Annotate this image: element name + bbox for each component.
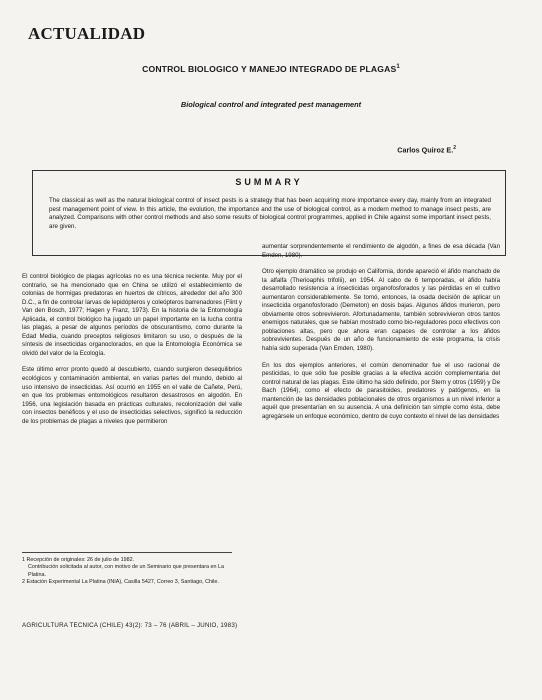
summary-text: The classical as well as the natural biological control of insect pests is a strategy that has been acquiring more importance every day, mainly from an integrated pest management point of view. In this article, the evolution, the importance and the use of biological control, as a modern method to manage insect pests, are analyzed. Comparisons with other control methods and also some results of biological control programmes, applied in Chile against some important insect pests, are given. (49, 197, 491, 230)
journal-citation: AGRICULTURA TECNICA (CHILE) 43(2): 73 – 76 (ABRIL – JUNIO, 1983) (22, 622, 238, 629)
footnotes (22, 552, 232, 587)
article-subtitle: Biological control and integrated pest management (180, 100, 362, 109)
article-title (0, 64, 542, 74)
author-footnote-marker: 2 (453, 145, 456, 151)
article-title-text: CONTROL BIOLOGICO Y MANEJO INTEGRADO DE PLAGAS (142, 64, 397, 74)
title-footnote-marker: 1 (396, 64, 400, 71)
section-heading: ACTUALIDAD (28, 24, 146, 43)
author-name: Carlos Quiroz E. (397, 145, 454, 155)
left-column (22, 273, 242, 426)
right-paragraph-2: Otro ejemplo dramático se produjo en California, donde apareció el áfido manchado de la alfalfa (Therioaphis trifolii), en 1954. Al cabo de 6 temporadas, el áfido había desarrollado resistencia a insecticidas organofosforados y las pérdidas en el cultivo aumentaron considerablemente. Se tomó, entonces, la osada decisión de aplicar un insecticida organofosforado (Demeton) en dosis bajas. Algunos áfidos murieron, pero obviamente otros sobrevivieron. Afortunadamente, también sobrevivieron otros tantos enemigos naturales, que se habían mostrado como bio-reguladores poco efectivos con poblaciones altas, pero que ahora eran capaces de controlar a los áfidos sobrevivientes. Después de un año de funcionamiento de este programa, la crisis había sido superada (Van Emden, 1980). (262, 268, 500, 353)
footnote-2: 2 Estación Experimental La Platina (INIA), Casilla 5427, Correo 3, Santiago, Chile. (22, 579, 219, 586)
left-paragraph-1: El control biológico de plagas agrícolas no es una técnica reciente. Muy por el contrario, se ha mencionado que en China se utilizó el establecimiento de colonias de hormigas predatoras en huertos de cítricos, alrededor del año 300 D.C., a fin de controlar larvas de lepidópteros y coleópteros barrenadores (Flint y Van den Bosch, 1977; Hagen y Franz, 1973). En la historia de la Entomología Aplicada, el control biológico ha jugado un papel importante en la lucha contra las plagas, a pesar de algunos períodos de obscurantismo, como durante la Edad Media, cuando preceptos religiosos limitaron su uso, o después de la síntesis de insecticidas organoclorados, en que la Entomología Económica se olvidó del valor de la Ecología. (22, 273, 242, 357)
author-line (397, 145, 456, 154)
footnote-1-continued: Contribución solicitada al autor, con motivo de un Seminario que presentara en La Platina. (28, 564, 224, 578)
right-paragraph-3: En los dos ejemplos anteriores, el común denominador fue el uso racional de pesticidas, lo que sólo fue posible gracias a la efectiva acción complementaria del control natural de las plagas. Este último ha sido definido, por Stern y otros (1959) y De Bach (1964), como el efecto de parasitoides, predatores y patógenos, en la mantención de las densidades poblacionales de otros organismos a un nivel inferior a aquél que presentarían en su ausencia. A una definición tan simple como ésta, debe agregársele un enfoque económico, dentro de cuyo contexto el nivel de las densidades (262, 361, 500, 420)
footnote-1: 1 Recepción de originales: 26 de julio de 1982. (22, 557, 135, 563)
summary-heading: SUMMARY (235, 177, 303, 187)
left-paragraph-2: Este último error pronto quedó al descubierto, cuando surgieron desequilibrios ecológicos y contaminación ambiental, en varias partes del mundo, debido al uso intensivo de insecticidas. Así ocurrió en 1955 en el valle de Cañete, Perú, en que los problemas entomológicos resultaron desastrosos en algodón. En 1956, una legislación basada en prácticas culturales, recolonización del valle con insectos benéficos y el uso de insecticidas selectivos, significó la reducción de los problemas de plagas a niveles que permitieron (22, 366, 242, 425)
right-paragraph-1: aumentar sorprendentemente el rendimiento de algodón, a fines de esa década (Van Emden, 1980). (262, 243, 500, 259)
right-column (262, 243, 500, 421)
